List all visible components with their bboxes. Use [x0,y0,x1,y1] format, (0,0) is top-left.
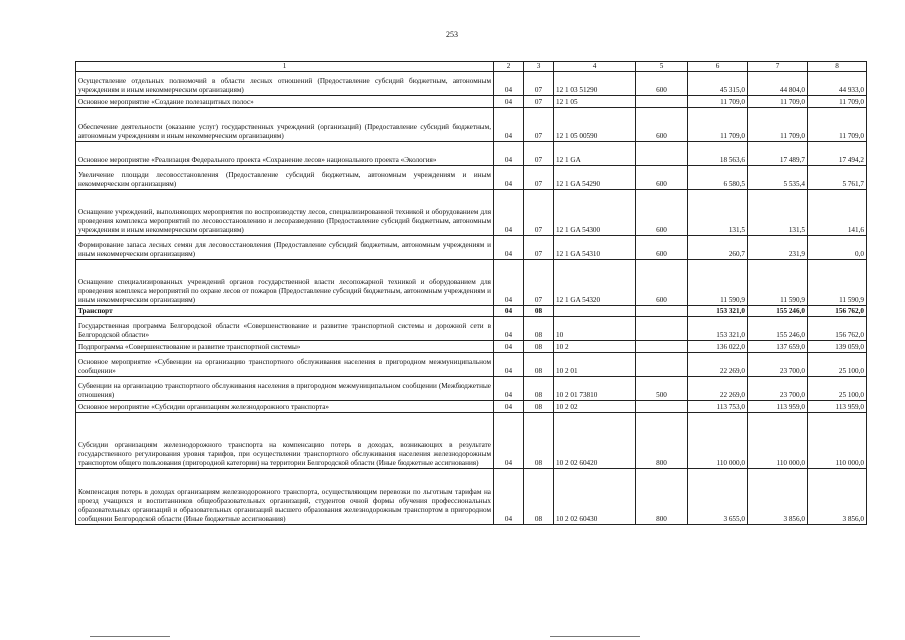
target-article [554,306,636,317]
row-name: Формирование запаса лесных семян для лесовосстановления (Предоставление субсидий бюджетным, автономным учреждениям и иным некоммерческим организациям) [76,236,494,260]
expense-type [636,306,688,317]
amount-2021: 136 022,0 [688,341,748,353]
table-row [76,166,867,190]
table-row [76,96,867,108]
expense-type [636,401,688,413]
expense-type: 600 [636,190,688,236]
column-header: 1 [76,62,494,72]
subsection-code: 07 [524,72,554,96]
expense-type [636,142,688,166]
amount-2022: 137 659,0 [748,341,808,353]
target-article: 12 1 GA 54320 [554,260,636,306]
section-code: 04 [494,306,524,317]
row-name: Субвенции на организацию транспортного обслуживания населения в пригородном межмуниципальном сообщении (Межбюджетные отношения) [76,377,494,401]
target-article: 10 2 01 73810 [554,377,636,401]
table-row [76,469,867,525]
amount-2022: 110 000,0 [748,413,808,469]
amount-2023: 44 933,0 [808,72,867,96]
amount-2023: 156 762,0 [808,306,867,317]
subsection-code: 07 [524,260,554,306]
table-row [76,306,867,317]
row-name: Транспорт [76,306,494,317]
amount-2023: 11 590,9 [808,260,867,306]
expense-type [636,317,688,341]
subsection-code: 08 [524,317,554,341]
row-name: Государственная программа Белгородской области «Совершенствование и развитие транспортной системы и дорожной сети в Белгородской области» [76,317,494,341]
section-code: 04 [494,469,524,525]
row-name: Субсидии организациям железнодорожного транспорта на компенсацию потерь в доходах, возникающих в результате государственного регулирования уровня тарифов, при осуществлении транспортного обслуживания населения железнодорожным транспортом общего пользования (пригородной категории) на территории Белгородской области (Иные бюджетные ассигнования) [76,413,494,469]
section-code: 04 [494,72,524,96]
amount-2022: 5 535,4 [748,166,808,190]
subsection-code: 08 [524,306,554,317]
amount-2021: 153 321,0 [688,317,748,341]
target-article: 12 1 GA 54300 [554,190,636,236]
row-name: Основное мероприятие «Реализация Федерального проекта «Сохранение лесов» национального проекта «Экология» [76,142,494,166]
amount-2021: 260,7 [688,236,748,260]
target-article: 10 [554,317,636,341]
section-code: 04 [494,377,524,401]
expense-type [636,353,688,377]
amount-2022: 155 246,0 [748,317,808,341]
table-row [76,317,867,341]
amount-2022: 155 246,0 [748,306,808,317]
row-name: Осуществление отдельных полномочий в области лесных отношений (Предоставление субсидий бюджетным, автономным учреждениям и иным некоммерческим организациям) [76,72,494,96]
subsection-code: 07 [524,166,554,190]
subsection-code: 08 [524,413,554,469]
target-article: 12 1 03 51290 [554,72,636,96]
section-code: 04 [494,413,524,469]
row-name: Подпрограмма «Совершенствование и развитие транспортной системы» [76,341,494,353]
row-name: Компенсация потерь в доходах организациям железнодорожного транспорта, осуществляющим перевозки по льготным тарифам на проезд учащихся и воспитанников общеобразовательных организаций, студентов очной формы обучения профессиональных образовательных организаций и образовательных организаций высшего образования железнодорожным транспортом в пригородном сообщении Белгородской области (Иные бюджетные ассигнования) [76,469,494,525]
scan-mark [90,636,170,637]
amount-2023: 141,6 [808,190,867,236]
table-row [76,341,867,353]
table-row [76,353,867,377]
row-name: Основное мероприятие «Субсидии организациям железнодорожного транспорта» [76,401,494,413]
scan-mark [550,636,640,637]
column-header: 5 [636,62,688,72]
amount-2023: 25 100,0 [808,353,867,377]
section-code: 04 [494,353,524,377]
amount-2021: 3 655,0 [688,469,748,525]
section-code: 04 [494,401,524,413]
amount-2022: 11 590,9 [748,260,808,306]
expense-type [636,341,688,353]
amount-2021: 110 000,0 [688,413,748,469]
target-article: 12 1 GA 54290 [554,166,636,190]
amount-2023: 113 959,0 [808,401,867,413]
amount-2021: 113 753,0 [688,401,748,413]
subsection-code: 07 [524,142,554,166]
section-code: 04 [494,236,524,260]
amount-2023: 17 494,2 [808,142,867,166]
amount-2021: 22 269,0 [688,353,748,377]
amount-2022: 131,5 [748,190,808,236]
amount-2022: 113 959,0 [748,401,808,413]
expense-type: 800 [636,469,688,525]
row-name: Оснащение учреждений, выполняющих мероприятия по воспроизводству лесов, специализированной техникой и оборудованием для проведения комплекса мероприятий по лесовосстановлению и лесоразведению (Предоставление субсидий бюджетным, автономным учреждениям и иным некоммерческим организациям) [76,190,494,236]
amount-2023: 3 856,0 [808,469,867,525]
amount-2021: 131,5 [688,190,748,236]
subsection-code: 08 [524,353,554,377]
amount-2023: 11 709,0 [808,96,867,108]
column-header: 8 [808,62,867,72]
section-code: 04 [494,108,524,142]
budget-table [75,61,867,525]
subsection-code: 08 [524,401,554,413]
amount-2022: 23 700,0 [748,377,808,401]
column-header: 7 [748,62,808,72]
amount-2021: 11 709,0 [688,108,748,142]
expense-type: 600 [636,260,688,306]
subsection-code: 08 [524,469,554,525]
table-row [76,236,867,260]
section-code: 04 [494,142,524,166]
amount-2022: 23 700,0 [748,353,808,377]
header-row [76,62,867,72]
section-code: 04 [494,260,524,306]
subsection-code: 07 [524,108,554,142]
subsection-code: 07 [524,96,554,108]
amount-2021: 45 315,0 [688,72,748,96]
amount-2023: 11 709,0 [808,108,867,142]
target-article: 10 2 01 [554,353,636,377]
row-name: Увеличение площади лесовосстановления (Предоставление субсидий бюджетным, автономным учреждениям и иным некоммерческим организациям) [76,166,494,190]
amount-2021: 153 321,0 [688,306,748,317]
table-row [76,377,867,401]
amount-2022: 44 804,0 [748,72,808,96]
amount-2023: 110 000,0 [808,413,867,469]
amount-2021: 18 563,6 [688,142,748,166]
row-name: Основное мероприятие «Субвенции на организацию транспортного обслуживания населения в пригородном межмуниципальном сообщении» [76,353,494,377]
table-row [76,260,867,306]
amount-2022: 3 856,0 [748,469,808,525]
section-code: 04 [494,317,524,341]
amount-2023: 156 762,0 [808,317,867,341]
row-name: Обеспечение деятельности (оказание услуг) государственных учреждений (организаций) (Предоставление субсидий бюджетным, автономным учреждениям и иным некоммерческим организациям) [76,108,494,142]
target-article: 10 2 [554,341,636,353]
expense-type: 500 [636,377,688,401]
table-row [76,401,867,413]
expense-type: 600 [636,166,688,190]
expense-type [636,96,688,108]
column-header: 4 [554,62,636,72]
subsection-code: 08 [524,341,554,353]
target-article: 10 2 02 60420 [554,413,636,469]
amount-2021: 11 590,9 [688,260,748,306]
column-header: 3 [524,62,554,72]
column-header: 6 [688,62,748,72]
expense-type: 600 [636,72,688,96]
subsection-code: 07 [524,236,554,260]
amount-2022: 17 489,7 [748,142,808,166]
subsection-code: 08 [524,377,554,401]
target-article: 12 1 GA 54310 [554,236,636,260]
target-article: 10 2 02 60430 [554,469,636,525]
row-name: Оснащение специализированных учреждений органов государственной власти лесопожарной техникой и оборудованием для проведения комплекса мероприятий по охране лесов от пожаров (Предоставление субсидий бюджетным, автономным учреждениям и иным некоммерческим организациям) [76,260,494,306]
table-row [76,72,867,96]
subsection-code: 07 [524,190,554,236]
section-code: 04 [494,190,524,236]
target-article: 12 1 GA [554,142,636,166]
amount-2022: 231,9 [748,236,808,260]
target-article: 12 1 05 00590 [554,108,636,142]
amount-2021: 11 709,0 [688,96,748,108]
section-code: 04 [494,96,524,108]
amount-2022: 11 709,0 [748,108,808,142]
amount-2023: 0,0 [808,236,867,260]
section-code: 04 [494,166,524,190]
table-row [76,108,867,142]
section-code: 04 [494,341,524,353]
amount-2021: 6 580,5 [688,166,748,190]
expense-type: 600 [636,236,688,260]
amount-2023: 25 100,0 [808,377,867,401]
expense-type: 600 [636,108,688,142]
expense-type: 800 [636,413,688,469]
target-article: 10 2 02 [554,401,636,413]
row-name: Основное мероприятие «Создание полезащитных полос» [76,96,494,108]
table-row [76,190,867,236]
page-number: 253 [446,30,458,39]
table-row [76,142,867,166]
amount-2023: 139 059,0 [808,341,867,353]
table-row [76,413,867,469]
target-article: 12 1 05 [554,96,636,108]
amount-2022: 11 709,0 [748,96,808,108]
amount-2023: 5 761,7 [808,166,867,190]
column-header: 2 [494,62,524,72]
amount-2021: 22 269,0 [688,377,748,401]
